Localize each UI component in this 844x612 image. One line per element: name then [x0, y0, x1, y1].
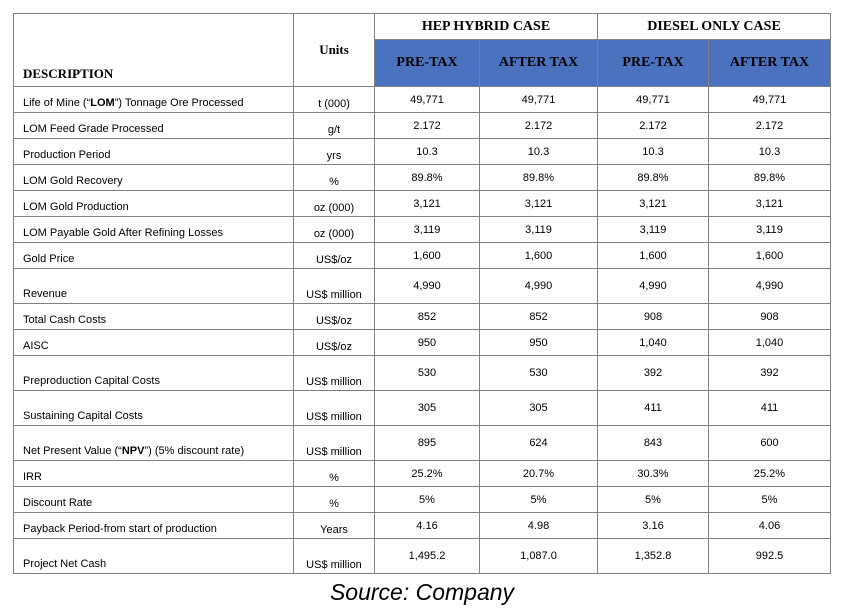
table-row [14, 139, 831, 165]
row-unit: % [294, 461, 375, 487]
diesel-pre-tax-value: 49,771 [598, 87, 709, 113]
economics-table [13, 13, 831, 574]
diesel-after-tax-value: 992.5 [709, 539, 831, 574]
row-description-text: IRR [23, 471, 42, 483]
diesel-pre-tax-value: 5% [598, 487, 709, 513]
table-row [14, 356, 831, 391]
diesel-pre-tax-value: 1,352.8 [598, 539, 709, 574]
hep-after-tax-value: 530 [480, 356, 598, 391]
hep-after-tax-value: 5% [480, 487, 598, 513]
table-row [14, 461, 831, 487]
row-unit: US$ million [294, 539, 375, 574]
diesel-pre-tax-value: 10.3 [598, 139, 709, 165]
diesel-pre-tax-value: 3,119 [598, 217, 709, 243]
diesel-after-tax-value: 25.2% [709, 461, 831, 487]
diesel-only-case-header: DIESEL ONLY CASE [598, 14, 831, 40]
table-row [14, 191, 831, 217]
row-unit: US$/oz [294, 304, 375, 330]
diesel-pre-tax-value: 30.3% [598, 461, 709, 487]
diesel-pre-tax-value: 2.172 [598, 113, 709, 139]
diesel-pre-tax-value: 1,040 [598, 330, 709, 356]
row-unit: oz (000) [294, 191, 375, 217]
diesel-pre-tax-value: 89.8% [598, 165, 709, 191]
hep-pre-tax-value: 10.3 [375, 139, 480, 165]
row-unit: US$/oz [294, 243, 375, 269]
hep-after-tax-value: 1,087.0 [480, 539, 598, 574]
diesel-after-tax-value: 392 [709, 356, 831, 391]
diesel-after-tax-value: 1,040 [709, 330, 831, 356]
hep-after-tax-value: 20.7% [480, 461, 598, 487]
diesel-after-tax-value: 89.8% [709, 165, 831, 191]
hep-after-tax-value: 49,771 [480, 87, 598, 113]
row-description-text: Sustaining Capital Costs [23, 410, 143, 422]
row-description-text: LOM Gold Recovery [23, 175, 123, 187]
hep-after-tax-value: 1,600 [480, 243, 598, 269]
hep-pre-tax-value: 4,990 [375, 269, 480, 304]
row-description [14, 391, 294, 426]
hep-pre-tax-value: 89.8% [375, 165, 480, 191]
row-description [14, 243, 294, 269]
row-unit: oz (000) [294, 217, 375, 243]
row-description [14, 539, 294, 574]
diesel-pre-tax-value: 843 [598, 426, 709, 461]
table-row [14, 165, 831, 191]
hep-after-tax-value: 3,121 [480, 191, 598, 217]
row-description [14, 461, 294, 487]
row-description [14, 217, 294, 243]
table-row [14, 487, 831, 513]
row-unit: g/t [294, 113, 375, 139]
row-description-bold: NPV [121, 445, 145, 457]
table-row [14, 539, 831, 574]
hep-after-tax-value: 950 [480, 330, 598, 356]
diesel-pre-tax-value: 1,600 [598, 243, 709, 269]
diesel-after-tax-value: 411 [709, 391, 831, 426]
hep-pre-tax-value: 2.172 [375, 113, 480, 139]
hep-pre-tax-value: 852 [375, 304, 480, 330]
hep-after-tax-value: 10.3 [480, 139, 598, 165]
diesel-after-tax-value: 49,771 [709, 87, 831, 113]
diesel-after-tax-value: 3,119 [709, 217, 831, 243]
row-description [14, 191, 294, 217]
row-unit: t (000) [294, 87, 375, 113]
hep-pre-tax-value: 1,495.2 [375, 539, 480, 574]
hep-pre-tax-value: 895 [375, 426, 480, 461]
row-unit: yrs [294, 139, 375, 165]
table-row [14, 87, 831, 113]
table-row [14, 243, 831, 269]
diesel-pre-tax-value: 908 [598, 304, 709, 330]
diesel-pre-tax-value: 411 [598, 391, 709, 426]
row-description [14, 113, 294, 139]
hep-after-tax-value: 3,119 [480, 217, 598, 243]
hep-pre-tax-value: 530 [375, 356, 480, 391]
hep-pre-tax-header: PRE-TAX [375, 40, 480, 87]
row-description-text: Gold Price [23, 253, 75, 265]
table-row [14, 113, 831, 139]
table-row [14, 426, 831, 461]
diesel-after-tax-value: 3,121 [709, 191, 831, 217]
row-unit: % [294, 487, 375, 513]
row-description-text: Payback Period-from start of production [23, 523, 217, 535]
row-description [14, 139, 294, 165]
diesel-pre-tax-value: 4,990 [598, 269, 709, 304]
units-header: Units [294, 14, 375, 87]
hep-after-tax-value: 89.8% [480, 165, 598, 191]
hep-after-tax-value: 305 [480, 391, 598, 426]
diesel-after-tax-value: 4.06 [709, 513, 831, 539]
row-description-text: Total Cash Costs [23, 314, 107, 326]
row-description-text: Discount Rate [23, 497, 93, 509]
hep-after-tax-header: AFTER TAX [480, 40, 598, 87]
row-unit: US$ million [294, 269, 375, 304]
diesel-pre-tax-value: 3.16 [598, 513, 709, 539]
row-unit: US$ million [294, 426, 375, 461]
row-description [14, 513, 294, 539]
row-description-suffix: ”) (5% discount rate) [144, 445, 245, 457]
diesel-pre-tax-value: 392 [598, 356, 709, 391]
hep-pre-tax-value: 3,119 [375, 217, 480, 243]
hep-after-tax-value: 2.172 [480, 113, 598, 139]
row-description-text: LOM Feed Grade Processed [23, 123, 164, 135]
diesel-after-tax-value: 10.3 [709, 139, 831, 165]
table-row [14, 330, 831, 356]
hep-pre-tax-value: 3,121 [375, 191, 480, 217]
description-header: DESCRIPTION [14, 14, 294, 87]
hep-hybrid-case-header: HEP HYBRID CASE [375, 14, 598, 40]
hep-after-tax-value: 4.98 [480, 513, 598, 539]
hep-pre-tax-value: 5% [375, 487, 480, 513]
row-description [14, 356, 294, 391]
diesel-pre-tax-header: PRE-TAX [598, 40, 709, 87]
row-description-suffix: ”) Tonnage Ore Processed [114, 97, 244, 109]
row-description [14, 487, 294, 513]
table-row [14, 304, 831, 330]
table-row [14, 269, 831, 304]
diesel-after-tax-value: 4,990 [709, 269, 831, 304]
hep-after-tax-value: 624 [480, 426, 598, 461]
hep-pre-tax-value: 49,771 [375, 87, 480, 113]
table-row [14, 513, 831, 539]
row-unit: US$ million [294, 356, 375, 391]
table-row [14, 391, 831, 426]
row-description [14, 426, 294, 461]
row-description-text: Production Period [23, 149, 111, 161]
diesel-after-tax-value: 1,600 [709, 243, 831, 269]
source-caption: Source: Company [329, 579, 515, 605]
diesel-after-tax-value: 2.172 [709, 113, 831, 139]
hep-after-tax-value: 852 [480, 304, 598, 330]
diesel-after-tax-value: 908 [709, 304, 831, 330]
row-unit: Years [294, 513, 375, 539]
row-description-text: AISC [23, 340, 49, 352]
row-description-text: Preproduction Capital Costs [23, 375, 160, 387]
diesel-after-tax-value: 600 [709, 426, 831, 461]
row-description-bold: LOM [90, 97, 115, 109]
row-description [14, 269, 294, 304]
row-description [14, 304, 294, 330]
row-description-text: Project Net Cash [23, 558, 107, 570]
hep-after-tax-value: 4,990 [480, 269, 598, 304]
row-description-text: LOM Payable Gold After Refining Losses [23, 227, 223, 239]
row-description-text: LOM Gold Production [23, 201, 129, 213]
row-description-text: Life of Mine (“ [23, 97, 91, 109]
row-unit: US$ million [294, 391, 375, 426]
hep-pre-tax-value: 950 [375, 330, 480, 356]
hep-pre-tax-value: 1,600 [375, 243, 480, 269]
row-description [14, 330, 294, 356]
row-unit: US$/oz [294, 330, 375, 356]
table-container [13, 13, 831, 574]
hep-pre-tax-value: 4.16 [375, 513, 480, 539]
hep-pre-tax-value: 25.2% [375, 461, 480, 487]
diesel-after-tax-value: 5% [709, 487, 831, 513]
group-header-row [14, 14, 831, 40]
diesel-after-tax-header: AFTER TAX [709, 40, 831, 87]
row-unit: % [294, 165, 375, 191]
hep-pre-tax-value: 305 [375, 391, 480, 426]
row-description [14, 165, 294, 191]
row-description-text: Net Present Value (“ [23, 445, 122, 457]
row-description-text: Revenue [23, 288, 68, 300]
diesel-pre-tax-value: 3,121 [598, 191, 709, 217]
row-description [14, 87, 294, 113]
table-row [14, 217, 831, 243]
